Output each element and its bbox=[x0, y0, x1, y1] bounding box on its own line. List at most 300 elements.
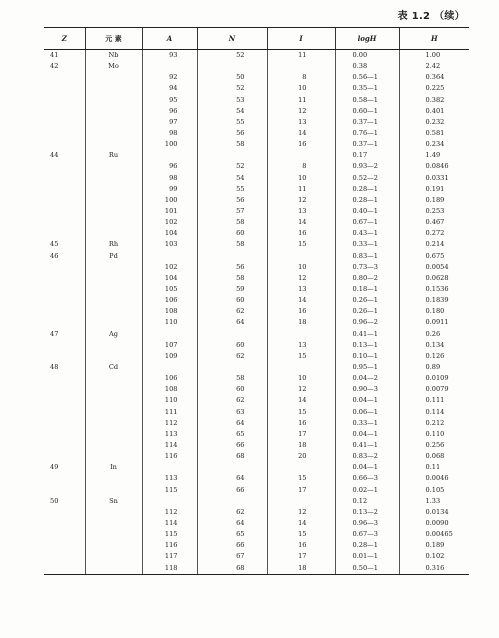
header-element: 元 素 bbox=[85, 28, 142, 50]
cell-n: 52 bbox=[197, 161, 267, 172]
cell-a: 116 bbox=[142, 451, 197, 462]
cell-h: 0.00465 bbox=[399, 529, 469, 540]
cell-z bbox=[44, 429, 85, 440]
cell-z bbox=[44, 228, 85, 239]
cell-i: 18 bbox=[267, 440, 335, 451]
cell-h: 0.225 bbox=[399, 83, 469, 94]
table-row bbox=[44, 362, 469, 373]
cell-z bbox=[44, 184, 85, 195]
table-row bbox=[44, 317, 469, 328]
cell-z bbox=[44, 173, 85, 184]
cell-h: 0.401 bbox=[399, 106, 469, 117]
cell-element: Sn bbox=[85, 496, 142, 507]
cell-h: 0.0046 bbox=[399, 473, 469, 484]
cell-h: 0.102 bbox=[399, 551, 469, 562]
cell-element bbox=[85, 106, 142, 117]
cell-h: 0.105 bbox=[399, 484, 469, 495]
cell-h: 0.0331 bbox=[399, 173, 469, 184]
cell-i bbox=[267, 462, 335, 473]
cell-h: 0.126 bbox=[399, 351, 469, 362]
cell-h: 0.111 bbox=[399, 395, 469, 406]
cell-z bbox=[44, 395, 85, 406]
cell-i: 15 bbox=[267, 407, 335, 418]
cell-a: 110 bbox=[142, 395, 197, 406]
cell-element bbox=[85, 195, 142, 206]
cell-a: 93 bbox=[142, 50, 197, 62]
cell-logh: 0.28—1 bbox=[335, 540, 399, 551]
table-row bbox=[44, 384, 469, 395]
cell-element: Ag bbox=[85, 329, 142, 340]
cell-logh: 0.67—1 bbox=[335, 217, 399, 228]
cell-n: 67 bbox=[197, 551, 267, 562]
cell-a: 102 bbox=[142, 217, 197, 228]
abundance-table bbox=[44, 27, 469, 575]
cell-h: 0.0079 bbox=[399, 384, 469, 395]
table-row bbox=[44, 284, 469, 295]
cell-element: Ru bbox=[85, 150, 142, 161]
cell-logh: 0.90—3 bbox=[335, 384, 399, 395]
cell-z bbox=[44, 217, 85, 228]
table-row bbox=[44, 150, 469, 161]
cell-logh: 0.00 bbox=[335, 50, 399, 62]
cell-i: 16 bbox=[267, 418, 335, 429]
cell-a: 95 bbox=[142, 95, 197, 106]
cell-a: 115 bbox=[142, 529, 197, 540]
table-row bbox=[44, 217, 469, 228]
cell-n: 68 bbox=[197, 451, 267, 462]
table-caption: 表 1.2 （续） bbox=[397, 11, 465, 22]
cell-i: 10 bbox=[267, 83, 335, 94]
cell-i: 18 bbox=[267, 317, 335, 328]
cell-n: 62 bbox=[197, 306, 267, 317]
cell-logh: 0.26—1 bbox=[335, 295, 399, 306]
cell-element bbox=[85, 540, 142, 551]
cell-element bbox=[85, 295, 142, 306]
cell-a: 113 bbox=[142, 429, 197, 440]
cell-z bbox=[44, 139, 85, 150]
cell-i: 14 bbox=[267, 395, 335, 406]
cell-logh: 0.13—1 bbox=[335, 340, 399, 351]
cell-a: 106 bbox=[142, 295, 197, 306]
table-row bbox=[44, 518, 469, 529]
cell-a: 101 bbox=[142, 206, 197, 217]
cell-element: Rh bbox=[85, 239, 142, 250]
cell-logh: 0.37—1 bbox=[335, 139, 399, 150]
cell-logh: 0.67—3 bbox=[335, 529, 399, 540]
cell-z: 50 bbox=[50, 496, 59, 505]
cell-n: 60 bbox=[197, 340, 267, 351]
cell-n: 58 bbox=[197, 273, 267, 284]
cell-logh: 0.58—1 bbox=[335, 95, 399, 106]
cell-h: 0.0628 bbox=[399, 273, 469, 284]
cell-n: 62 bbox=[197, 507, 267, 518]
cell-logh: 0.04—1 bbox=[335, 429, 399, 440]
cell-h: 0.11 bbox=[399, 462, 469, 473]
cell-i: 8 bbox=[267, 161, 335, 172]
cell-i: 8 bbox=[267, 72, 335, 83]
cell-h: 0.382 bbox=[399, 95, 469, 106]
cell-a: 112 bbox=[142, 418, 197, 429]
cell-element bbox=[85, 173, 142, 184]
table-row bbox=[44, 451, 469, 462]
cell-z bbox=[44, 273, 85, 284]
cell-z bbox=[44, 418, 85, 429]
table-row bbox=[44, 72, 469, 83]
cell-h: 0.0054 bbox=[399, 262, 469, 273]
cell-logh: 0.33—1 bbox=[335, 418, 399, 429]
header-i: I bbox=[267, 28, 335, 50]
cell-h: 0.272 bbox=[399, 228, 469, 239]
cell-element bbox=[85, 340, 142, 351]
cell-i: 15 bbox=[267, 529, 335, 540]
cell-i: 10 bbox=[267, 173, 335, 184]
cell-h: 0.068 bbox=[399, 451, 469, 462]
table-row bbox=[44, 106, 469, 117]
cell-logh: 0.35—1 bbox=[335, 83, 399, 94]
cell-z bbox=[44, 262, 85, 273]
cell-n: 55 bbox=[197, 184, 267, 195]
cell-a: 108 bbox=[142, 306, 197, 317]
table-row bbox=[44, 273, 469, 284]
header-n: N bbox=[197, 28, 267, 50]
cell-z: 42 bbox=[50, 62, 59, 71]
cell-a: 94 bbox=[142, 83, 197, 94]
table-row bbox=[44, 507, 469, 518]
cell-n bbox=[197, 462, 267, 473]
cell-logh: 0.93—2 bbox=[335, 161, 399, 172]
table-row bbox=[44, 83, 469, 94]
table-row bbox=[44, 351, 469, 362]
cell-a: 113 bbox=[142, 473, 197, 484]
cell-h: 0.114 bbox=[399, 407, 469, 418]
table-row bbox=[44, 306, 469, 317]
cell-logh: 0.73—3 bbox=[335, 262, 399, 273]
table-row bbox=[44, 95, 469, 106]
cell-h: 0.0109 bbox=[399, 373, 469, 384]
table-row bbox=[44, 562, 469, 574]
cell-n: 54 bbox=[197, 173, 267, 184]
table-row bbox=[44, 329, 469, 340]
cell-logh: 0.28—1 bbox=[335, 195, 399, 206]
cell-n bbox=[197, 329, 267, 340]
cell-element bbox=[85, 306, 142, 317]
table-row bbox=[44, 173, 469, 184]
cell-n: 55 bbox=[197, 117, 267, 128]
table-row bbox=[44, 429, 469, 440]
table-row bbox=[44, 373, 469, 384]
cell-n: 66 bbox=[197, 540, 267, 551]
cell-i: 14 bbox=[267, 128, 335, 139]
table-row bbox=[44, 540, 469, 551]
cell-h: 0.134 bbox=[399, 340, 469, 351]
table-row bbox=[44, 161, 469, 172]
cell-z bbox=[44, 351, 85, 362]
cell-a bbox=[142, 251, 197, 262]
cell-z bbox=[44, 551, 85, 562]
cell-h: 0.214 bbox=[399, 239, 469, 250]
cell-n bbox=[197, 61, 267, 72]
cell-n: 64 bbox=[197, 473, 267, 484]
cell-i: 15 bbox=[267, 473, 335, 484]
cell-z bbox=[44, 407, 85, 418]
cell-n: 56 bbox=[197, 128, 267, 139]
cell-i bbox=[267, 362, 335, 373]
cell-a bbox=[142, 150, 197, 161]
cell-element bbox=[85, 284, 142, 295]
cell-a: 96 bbox=[142, 161, 197, 172]
header-logh: logH bbox=[335, 28, 399, 50]
cell-n: 58 bbox=[197, 217, 267, 228]
cell-h: 0.234 bbox=[399, 139, 469, 150]
cell-logh: 0.66—3 bbox=[335, 473, 399, 484]
cell-logh: 0.60—1 bbox=[335, 106, 399, 117]
cell-z bbox=[44, 295, 85, 306]
table-row bbox=[44, 418, 469, 429]
cell-element bbox=[85, 317, 142, 328]
cell-n: 65 bbox=[197, 429, 267, 440]
cell-z bbox=[44, 83, 85, 94]
cell-h: 0.0134 bbox=[399, 507, 469, 518]
table-row bbox=[44, 295, 469, 306]
cell-h: 0.212 bbox=[399, 418, 469, 429]
cell-z: 45 bbox=[50, 240, 59, 249]
cell-n: 64 bbox=[197, 317, 267, 328]
cell-n: 57 bbox=[197, 206, 267, 217]
cell-a: 117 bbox=[142, 551, 197, 562]
cell-z bbox=[44, 451, 85, 462]
cell-logh: 0.76—1 bbox=[335, 128, 399, 139]
cell-a: 103 bbox=[142, 239, 197, 250]
cell-a: 98 bbox=[142, 173, 197, 184]
cell-element bbox=[85, 484, 142, 495]
cell-z bbox=[44, 117, 85, 128]
cell-n: 54 bbox=[197, 106, 267, 117]
cell-z bbox=[44, 340, 85, 351]
cell-n: 60 bbox=[197, 384, 267, 395]
cell-i: 14 bbox=[267, 217, 335, 228]
cell-z bbox=[44, 106, 85, 117]
cell-h: 0.189 bbox=[399, 195, 469, 206]
cell-n: 60 bbox=[197, 228, 267, 239]
cell-logh: 0.43—1 bbox=[335, 228, 399, 239]
cell-z: 41 bbox=[50, 51, 59, 60]
cell-i: 11 bbox=[267, 50, 335, 62]
cell-h: 0.180 bbox=[399, 306, 469, 317]
cell-z: 47 bbox=[50, 329, 59, 338]
cell-i bbox=[267, 61, 335, 72]
cell-logh: 0.17 bbox=[335, 150, 399, 161]
cell-h: 0.1839 bbox=[399, 295, 469, 306]
table-row bbox=[44, 340, 469, 351]
cell-logh: 0.12 bbox=[335, 496, 399, 507]
cell-h: 1.49 bbox=[399, 150, 469, 161]
cell-a bbox=[142, 61, 197, 72]
cell-element bbox=[85, 473, 142, 484]
cell-i: 13 bbox=[267, 117, 335, 128]
cell-z bbox=[44, 540, 85, 551]
cell-logh: 0.01—1 bbox=[335, 551, 399, 562]
cell-z bbox=[44, 161, 85, 172]
cell-element bbox=[85, 518, 142, 529]
table-row bbox=[44, 239, 469, 250]
cell-i: 16 bbox=[267, 540, 335, 551]
cell-logh: 0.40—1 bbox=[335, 206, 399, 217]
cell-i bbox=[267, 329, 335, 340]
table-row bbox=[44, 462, 469, 473]
cell-z bbox=[44, 206, 85, 217]
cell-i: 17 bbox=[267, 429, 335, 440]
table-row bbox=[44, 407, 469, 418]
cell-z bbox=[44, 306, 85, 317]
cell-h: 1.00 bbox=[399, 50, 469, 62]
cell-element bbox=[85, 273, 142, 284]
table-row bbox=[44, 206, 469, 217]
table-row bbox=[44, 117, 469, 128]
cell-logh: 0.83—2 bbox=[335, 451, 399, 462]
cell-element bbox=[85, 117, 142, 128]
cell-logh: 0.02—1 bbox=[335, 484, 399, 495]
cell-n: 66 bbox=[197, 484, 267, 495]
cell-i: 12 bbox=[267, 273, 335, 284]
cell-logh: 0.13—2 bbox=[335, 507, 399, 518]
cell-element: Pd bbox=[85, 251, 142, 262]
cell-z: 46 bbox=[50, 251, 59, 260]
cell-n: 64 bbox=[197, 518, 267, 529]
cell-element bbox=[85, 217, 142, 228]
table-row bbox=[44, 551, 469, 562]
cell-z: 48 bbox=[50, 363, 59, 371]
cell-h: 0.232 bbox=[399, 117, 469, 128]
cell-h: 0.0911 bbox=[399, 317, 469, 328]
cell-z bbox=[44, 195, 85, 206]
cell-element bbox=[85, 562, 142, 574]
header-h: H bbox=[399, 28, 469, 50]
cell-n bbox=[197, 496, 267, 507]
cell-a: 110 bbox=[142, 317, 197, 328]
cell-z bbox=[44, 473, 85, 484]
cell-element bbox=[85, 262, 142, 273]
table-row bbox=[44, 228, 469, 239]
cell-h: 0.675 bbox=[399, 251, 469, 262]
cell-h: 0.316 bbox=[399, 562, 469, 574]
cell-element bbox=[85, 440, 142, 451]
cell-n: 58 bbox=[197, 373, 267, 384]
table-row bbox=[44, 529, 469, 540]
cell-element bbox=[85, 95, 142, 106]
cell-i: 13 bbox=[267, 206, 335, 217]
cell-logh: 0.26—1 bbox=[335, 306, 399, 317]
cell-i: 20 bbox=[267, 451, 335, 462]
table-row bbox=[44, 195, 469, 206]
cell-a bbox=[142, 362, 197, 373]
cell-z bbox=[44, 72, 85, 83]
cell-n: 68 bbox=[197, 562, 267, 574]
cell-a: 105 bbox=[142, 284, 197, 295]
cell-z bbox=[44, 507, 85, 518]
cell-element bbox=[85, 429, 142, 440]
cell-logh: 0.18—1 bbox=[335, 284, 399, 295]
cell-i: 17 bbox=[267, 551, 335, 562]
cell-logh: 0.95—1 bbox=[335, 362, 399, 373]
cell-i: 12 bbox=[267, 195, 335, 206]
cell-element bbox=[85, 407, 142, 418]
cell-i bbox=[267, 150, 335, 161]
cell-z bbox=[44, 284, 85, 295]
cell-a: 116 bbox=[142, 540, 197, 551]
cell-logh: 0.10—1 bbox=[335, 351, 399, 362]
cell-a bbox=[142, 329, 197, 340]
table-row bbox=[44, 139, 469, 150]
cell-logh: 0.80—2 bbox=[335, 273, 399, 284]
cell-h: 2.42 bbox=[399, 61, 469, 72]
cell-i: 14 bbox=[267, 518, 335, 529]
cell-z bbox=[44, 317, 85, 328]
cell-i: 10 bbox=[267, 373, 335, 384]
cell-logh: 0.37—1 bbox=[335, 117, 399, 128]
cell-element bbox=[85, 351, 142, 362]
cell-z bbox=[44, 529, 85, 540]
table-row bbox=[44, 262, 469, 273]
cell-n: 53 bbox=[197, 95, 267, 106]
cell-n: 62 bbox=[197, 351, 267, 362]
cell-a: 115 bbox=[142, 484, 197, 495]
cell-a bbox=[142, 496, 197, 507]
cell-h: 0.364 bbox=[399, 72, 469, 83]
cell-i: 14 bbox=[267, 295, 335, 306]
cell-element bbox=[85, 395, 142, 406]
cell-n: 56 bbox=[197, 262, 267, 273]
table-row bbox=[44, 440, 469, 451]
cell-a: 98 bbox=[142, 128, 197, 139]
cell-i: 12 bbox=[267, 384, 335, 395]
cell-n: 58 bbox=[197, 239, 267, 250]
cell-a: 111 bbox=[142, 407, 197, 418]
cell-a: 114 bbox=[142, 518, 197, 529]
cell-a: 114 bbox=[142, 440, 197, 451]
cell-a: 100 bbox=[142, 139, 197, 150]
cell-z bbox=[44, 384, 85, 395]
table-row bbox=[44, 50, 469, 62]
cell-n: 62 bbox=[197, 395, 267, 406]
cell-i bbox=[267, 251, 335, 262]
cell-i: 15 bbox=[267, 351, 335, 362]
header-z: Z bbox=[44, 28, 85, 50]
cell-element bbox=[85, 184, 142, 195]
cell-h: 0.26 bbox=[399, 329, 469, 340]
cell-element bbox=[85, 206, 142, 217]
cell-element bbox=[85, 451, 142, 462]
cell-a: 96 bbox=[142, 106, 197, 117]
cell-z bbox=[44, 95, 85, 106]
cell-n: 66 bbox=[197, 440, 267, 451]
cell-h: 0.256 bbox=[399, 440, 469, 451]
cell-h: 1.33 bbox=[399, 496, 469, 507]
cell-n: 56 bbox=[197, 195, 267, 206]
cell-element: Nb bbox=[85, 50, 142, 62]
cell-h: 0.191 bbox=[399, 184, 469, 195]
cell-n: 63 bbox=[197, 407, 267, 418]
cell-z bbox=[44, 373, 85, 384]
cell-i: 12 bbox=[267, 106, 335, 117]
cell-element bbox=[85, 161, 142, 172]
cell-i bbox=[267, 496, 335, 507]
cell-z: 49 bbox=[50, 463, 59, 472]
cell-a bbox=[142, 462, 197, 473]
cell-logh: 0.04—1 bbox=[335, 395, 399, 406]
cell-element bbox=[85, 384, 142, 395]
cell-z bbox=[44, 518, 85, 529]
cell-n bbox=[197, 150, 267, 161]
